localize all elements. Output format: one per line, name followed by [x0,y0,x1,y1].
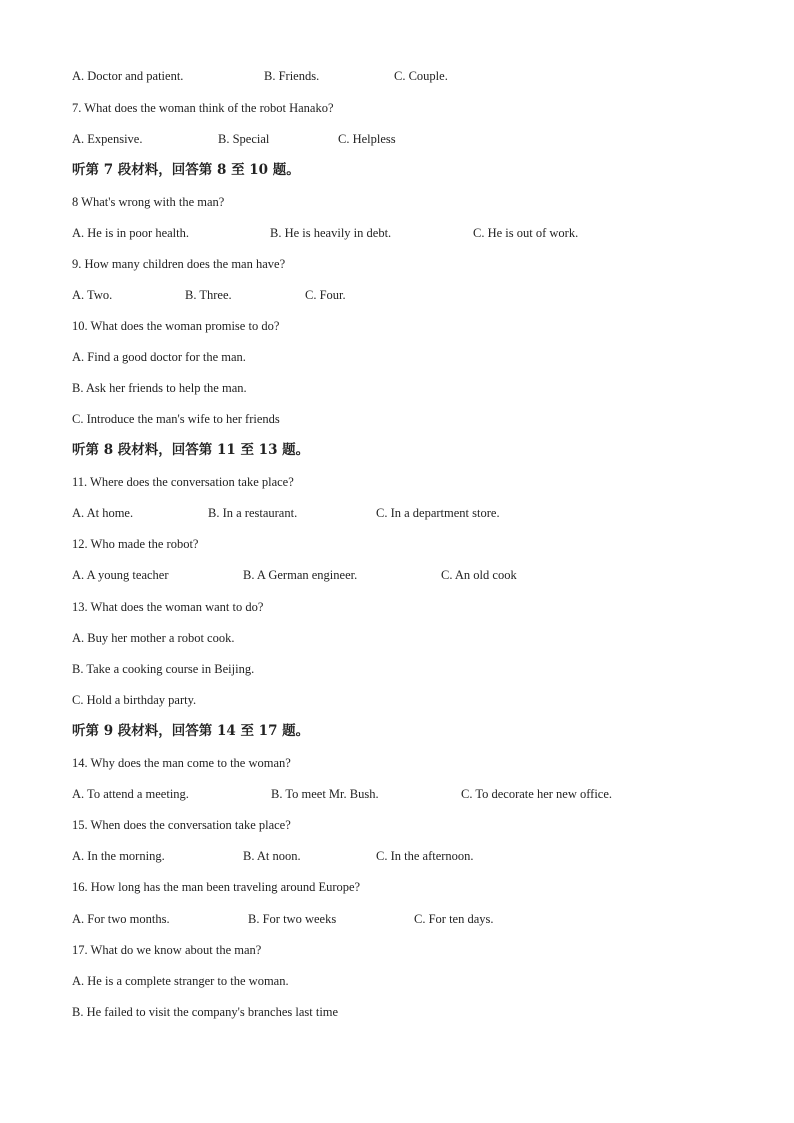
question-line: 17. What do we know about the man? [72,943,262,957]
option-b: B. In a restaurant. [208,506,298,520]
option-c: C. He is out of work. [473,226,579,240]
option-c: C. An old cook [441,568,517,582]
option-a: A. He is in poor health. [72,226,189,240]
section-heading: 听第 9 段材料，回答第 14 至 17 题。 [72,723,310,739]
option-a: A. Two. [72,288,113,302]
option-a: A. Doctor and patient. [72,69,184,83]
option-c: C. To decorate her new office. [461,787,613,801]
option-b: B. At noon. [243,849,301,863]
section-heading: 听第 7 段材料，回答第 8 至 10 题。 [72,162,300,178]
question-line: 12. Who made the robot? [72,537,199,551]
option-c: C. In the afternoon. [376,849,474,863]
option-b: B. Three. [185,288,232,302]
question-line: 14. Why does the man come to the woman? [72,756,291,770]
option-a: A. In the morning. [72,849,165,863]
option-b: B. For two weeks [248,912,337,926]
question-line: A. Find a good doctor for the man. [72,350,246,364]
section-heading: 听第 8 段材料，回答第 11 至 13 题。 [72,442,310,458]
question-line: 16. How long has the man been traveling around Europe? [72,880,361,894]
option-c: C. Four. [305,288,346,302]
question-line: B. He failed to visit the company's branches last time [72,1005,339,1019]
question-line: 9. How many children does the man have? [72,257,286,271]
option-b: B. A German engineer. [243,568,358,582]
question-line: 8 What's wrong with the man? [72,195,225,209]
question-line: 11. Where does the conversation take place? [72,475,294,489]
option-a: A. To attend a meeting. [72,787,189,801]
question-line: C. Introduce the man's wife to her friends [72,412,280,426]
question-line: 10. What does the woman promise to do? [72,319,280,333]
option-a: A. A young teacher [72,568,169,582]
option-a: A. Expensive. [72,132,143,146]
question-line: 7. What does the woman think of the robot Hanako? [72,101,334,115]
option-c: C. For ten days. [414,912,494,926]
question-line: A. Buy her mother a robot cook. [72,631,235,645]
option-c: C. Helpless [338,132,396,146]
question-line: 13. What does the woman want to do? [72,600,264,614]
question-line: 15. When does the conversation take place? [72,818,291,832]
option-b: B. Friends. [264,69,320,83]
option-b: B. To meet Mr. Bush. [271,787,379,801]
option-b: B. He is heavily in debt. [270,226,392,240]
question-line: C. Hold a birthday party. [72,693,197,707]
question-line: A. He is a complete stranger to the woman. [72,974,289,988]
option-c: C. Couple. [394,69,448,83]
option-a: A. At home. [72,506,134,520]
question-line: B. Take a cooking course in Beijing. [72,662,255,676]
option-a: A. For two months. [72,912,170,926]
option-c: C. In a department store. [376,506,500,520]
option-b: B. Special [218,132,270,146]
question-line: B. Ask her friends to help the man. [72,381,247,395]
